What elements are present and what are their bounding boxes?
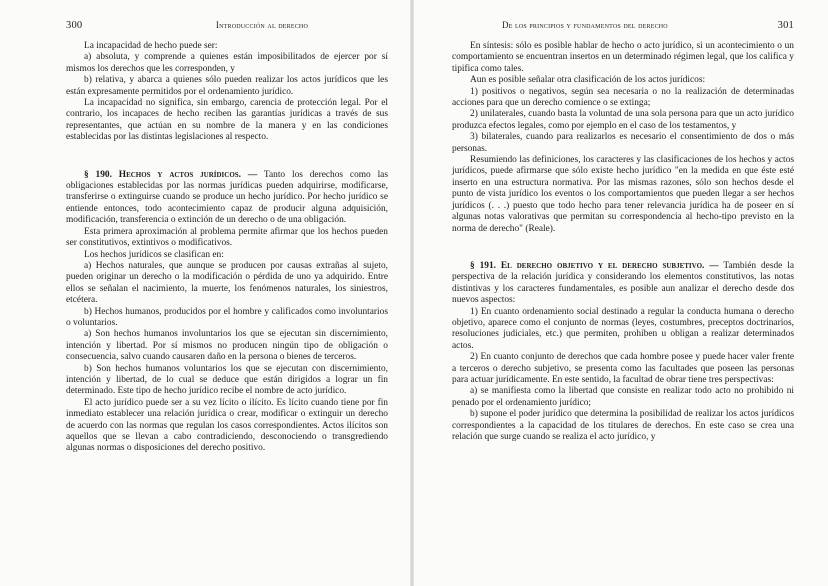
section-191-text: También desde la perspectiva de la relación jurídica y considerando los elementos constitutivos, las notas distintivas y los caracteres fundamentales, es posible aun analizar el derecho desde dos nuevos aspectos: bbox=[452, 260, 794, 306]
right-page-header bbox=[452, 20, 794, 36]
paragraph: Esta primera aproximación al problema permite afirmar que los hechos pueden ser constitutivos, extintivos o modificativos. bbox=[66, 226, 388, 249]
paragraph: a) Son hechos humanos involuntarios los que se ejecutan sin discernimiento, intención y libertad. Por sí mismos no producen ningún tipo de obligación o consecuencia, salvo cuando causaren daño en la persona o bienes de terceros. bbox=[66, 329, 388, 363]
paragraph: 1) positivos o negativos, según sea necesaria o no la realización de determinadas acciones para que un derecho comience o se extinga; bbox=[452, 86, 794, 109]
paragraph: a) se manifiesta como la libertad que consiste en realizar todo acto no prohibido ni penado por el ordenamiento jurídico; bbox=[452, 386, 794, 408]
paragraph: 3) bilaterales, cuando para realizarlos es necesario el consentimiento de dos o más personas. bbox=[452, 132, 794, 154]
paragraph: Los hechos jurídicos se clasifican en: bbox=[84, 249, 224, 260]
left-running-title: Introducción al derecho bbox=[215, 20, 308, 30]
left-page bbox=[0, 0, 410, 586]
left-page-number: 300 bbox=[66, 20, 83, 31]
section-191-heading: § 191. El derecho objetivo y el derecho subjetivo. — bbox=[470, 260, 719, 271]
right-page-body bbox=[452, 41, 794, 443]
paragraph: b) Son hechos humanos voluntarios los que se ejecutan con discernimiento, intención y libertad, de lo cual se deduce que están dirigidos a lograr un fin determinado. Este tipo de hecho jurídico recibe el nombre de acto jurídico. bbox=[66, 363, 388, 397]
left-page-body bbox=[66, 41, 388, 455]
paragraph: b) relativa, y abarca a quienes sólo pueden realizar los actos jurídicos que les están expresamente permitidos por el ordenamiento jurídico. bbox=[66, 75, 388, 97]
paragraph: 1) En cuanto ordenamiento social destinado a regular la conducta humana o derecho objetivo, aparece como el conjunto de normas (leyes, costumbres, preceptos doctrinarios, resoluciones judiciales, etc.) que permiten, prohíben u obligan a realizar determinados actos. bbox=[452, 306, 794, 351]
right-page bbox=[414, 0, 828, 586]
paragraph: La incapacidad de hecho puede ser: bbox=[84, 41, 218, 51]
paragraph: 2) unilaterales, cuando basta la voluntad de una sola persona para que un acto jurídico produzca efectos legales, como por ejemplo en el caso de los testamentos, y bbox=[452, 109, 794, 131]
section-190 bbox=[66, 170, 388, 227]
right-page-number: 301 bbox=[777, 20, 794, 31]
paragraph: Aun es posible señalar otra clasificación de los actos jurídicos: bbox=[470, 75, 706, 86]
paragraph: b) Hechos humanos, producidos por el hombre y calificados como involuntarios o voluntarios. bbox=[66, 306, 388, 328]
right-running-title: De los principios y fundamentos del derecho bbox=[502, 20, 668, 30]
paragraph: El acto jurídico puede ser a su vez lícito o ilícito. Es lícito cuando tiene por fin inmediato establecer una relación jurídica o crear, modificar o extinguir un derecho de acuerdo con las normas que regulan los casos correspondientes. Actos ilícitos son aquellos que se llevan a cabo contradiciendo, desconociendo o transgrediendo algunas normas o disposiciones del derecho positivo. bbox=[66, 397, 388, 454]
paragraph: La incapacidad no significa, sin embargo, carencia de protección legal. Por el contrario, los incapaces de hecho reciben las garantías jurídicas a través de sus representantes, que actúan en su nombre de la manera y en las condiciones establecidas por las distintas legislaciones al respecto. bbox=[66, 98, 388, 143]
paragraph: b) supone el poder jurídico que determina la posibilidad de realizar los actos jurídicos correspondientes a la capacidad de los titulares de derechos. En este caso se crea una relación que surge cuando se realiza el acto jurídico, y bbox=[452, 409, 794, 442]
paragraph: a) absoluta, y comprende a quienes están imposibilitados de ejercer por sí mismos los derechos que les corresponden, y bbox=[66, 52, 388, 74]
paragraph: Resumiendo las definiciones, los caracteres y las clasificaciones de los hechos y actos jurídicos, puede afirmarse que sólo existe hecho jurídico "en la medida en que éste esté inserto en una estructura normativa. Por las mismas razones, sólo son hechos desde el punto de vista jurídico los eventos o los comportamientos que pueden llegar a ser hechos jurídicos (. . .) puesto que todo hecho para tener relevancia jurídica ha de poseer en sí algunas notas valorativas que permitan su correspondencia al hecho-tipo previsto en la norma de derecho" (Reale). bbox=[452, 155, 794, 234]
section-191 bbox=[452, 261, 794, 307]
section-190-text: Tanto los derechos como las obligaciones establecidas por las normas jurídicas pueden adquirirse, modificarse, transferirse o extinguirse cuando se produce un hecho jurídico. Por hecho jurídico se entiende entonces, todo acontecimiento capaz de producir alguna adquisición, modificación, transferencia o extinción de un derecho o de una obligación. bbox=[66, 169, 388, 226]
section-190-heading: § 190. Hechos y actos jurídicos. — bbox=[84, 169, 258, 180]
paragraph: a) Hechos naturales, que aunque se producen por causas extrañas al sujeto, pueden originar un derecho o la modificación o pérdida de uno ya adquirido. Entre ellos se señalan el nacimiento, la muerte, los fenómenos naturales, los siniestros, etcétera. bbox=[66, 260, 388, 306]
paragraph: En síntesis: sólo es posible hablar de hecho o acto jurídico, si un acontecimiento o un comportamiento se encuentran insertos en un determinado régimen legal, que los califica y tipifica como tales. bbox=[452, 41, 794, 74]
paragraph: 2) En cuanto conjunto de derechos que cada hombre posee y puede hacer valer frente a terceros o derecho subjetivo, se presenta como las facultades que poseen las personas para actuar jurídicamente. En este sentido, la facultad de obrar tiene tres perspectivas: bbox=[452, 352, 794, 385]
left-page-header bbox=[66, 20, 388, 36]
